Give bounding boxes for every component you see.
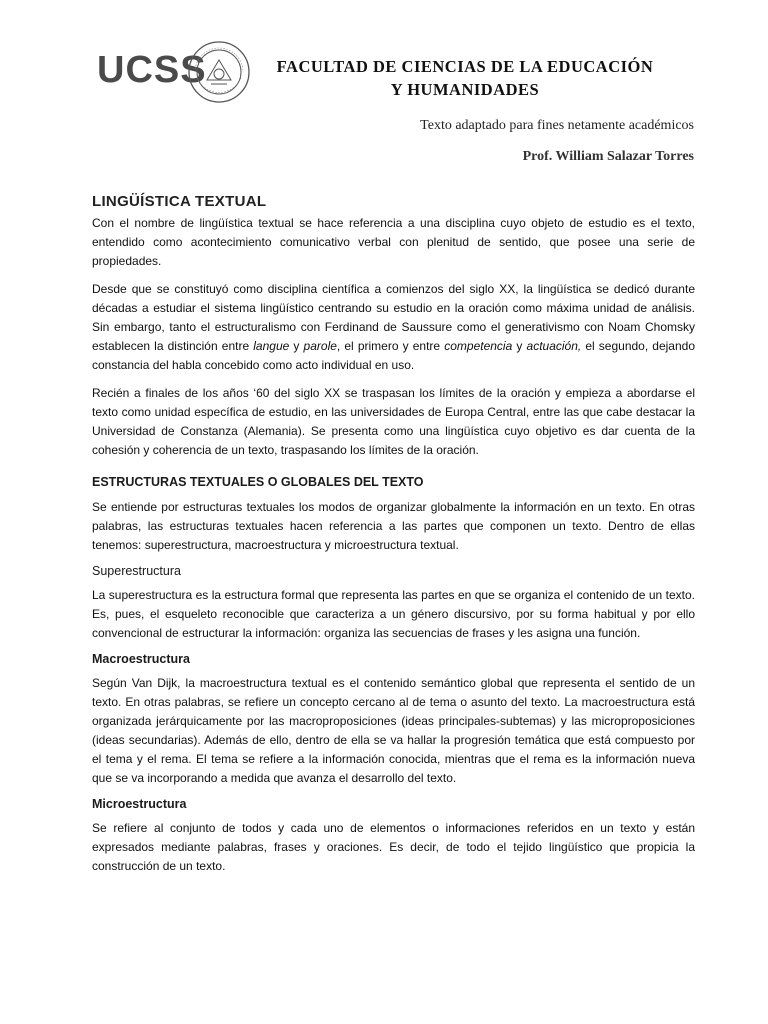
term-parole: parole xyxy=(303,339,337,353)
professor-name: Prof. William Salazar Torres xyxy=(522,149,694,164)
paragraph-2-part-c: el segundo, dejando constancia del habla concebido como acto individual en uso. xyxy=(92,339,696,372)
conjunction-y: y xyxy=(512,339,527,353)
section-heading: ESTRUCTURAS TEXTUALES O GLOBALES DEL TEXTO xyxy=(92,475,424,489)
faculty-line-1: FACULTAD DE CIENCIAS DE LA EDUCACIÓN xyxy=(276,57,654,76)
term-langue: langue xyxy=(253,339,290,353)
subheading-macroestructura: Macroestructura xyxy=(92,652,190,666)
macroestructura-text: Según Van Dijk, la macroestructura textual es el contenido semántico global que representa el sentido de un texto. En otras palabras, se refiere un concepto cercano al de tema o asunto del texto. La macroestructura está organizada jerárquicamente por las macroproposiciones (ideas principales-subtemas) y las microproposiciones (ideas secundarias). Además de ello, dentro de ella se va hallar la progresión temática que está compuesto por el tema y el rema. El tema se refiere a la información conocida, mientras que el rema es la información nueva que se va incorporando a medida que avanza el desarrollo del texto. xyxy=(92,676,695,785)
paragraph-2-part-a: Desde que se constituyó como disciplina científica a comienzos del siglo XX, la lingüística se dedicó durante décadas a estudiar el sistema lingüístico centrando su estudio en la oración como máxima unidad de análisis. Sin embargo, tanto el estructuralismo con Ferdinand de Saussure como el generativismo con Noam Chomsky establecen la distinción entre xyxy=(92,282,695,353)
subheading-microestructura: Microestructura xyxy=(92,797,187,811)
section-intro: Se entiende por estructuras textuales los modos de organizar globalmente la información en un texto. En otras palabras, las estructuras textuales hacen referencia a las partes que componen un texto. Dentro de ellas tenemos: superestructura, macroestructura y microestructura textual. xyxy=(92,500,695,552)
paragraph-1: Con el nombre de lingüística textual se hace referencia a una disciplina cuyo objeto de estudio es el texto, entendido como acontecimiento comunicativo verbal con plenitud de sentido, que posee una serie de propiedades. xyxy=(92,216,695,268)
paragraph-2-part-b: , el primero y entre xyxy=(336,339,445,353)
subheading-superestructura: Superestructura xyxy=(92,564,181,578)
paragraph-2 xyxy=(92,280,695,375)
microestructura-text: Se refiere al conjunto de todos y cada uno de elementos o informaciones referidos en un texto y están expresados mediante palabras, frases y oraciones. Es decir, de todo el tejido lingüístico que propicia la construcción de un texto. xyxy=(92,821,695,873)
faculty-heading xyxy=(240,55,690,101)
faculty-line-2: Y HUMANIDADES xyxy=(390,80,540,99)
term-competencia: competencia xyxy=(444,339,513,353)
adapted-note: Texto adaptado para fines netamente académicos xyxy=(420,118,694,133)
superestructura-text: La superestructura es la estructura formal que representa las partes en que se organiza el contenido de un texto. Es, pues, el esqueleto reconocible que caracteriza a un género discursivo, por su forma habitual y por ello convencional de estructurar la información: organiza las secuencias de frases y les asigna una función. xyxy=(92,588,695,640)
logo-wordmark: UCSS xyxy=(97,49,207,91)
term-actuacion: actuación, xyxy=(526,339,582,353)
university-logo xyxy=(97,40,257,110)
paragraph-3: Recién a finales de los años ‘60 del siglo XX se traspasan los límites de la oración y empieza a abordarse el texto como unidad específica de estudio, en las universidades de Europa Central, entre las que cabe destacar la Universidad de Constanza (Alemania). Se presenta como una lingüística cuyo objetivo es dar cuenta de la cohesión y coherencia de un texto, traspasando los límites de la oración. xyxy=(92,386,695,457)
conjunction-y: y xyxy=(289,339,304,353)
document-title: LINGÜÍSTICA TEXTUAL xyxy=(92,193,267,210)
document-body xyxy=(92,193,695,885)
